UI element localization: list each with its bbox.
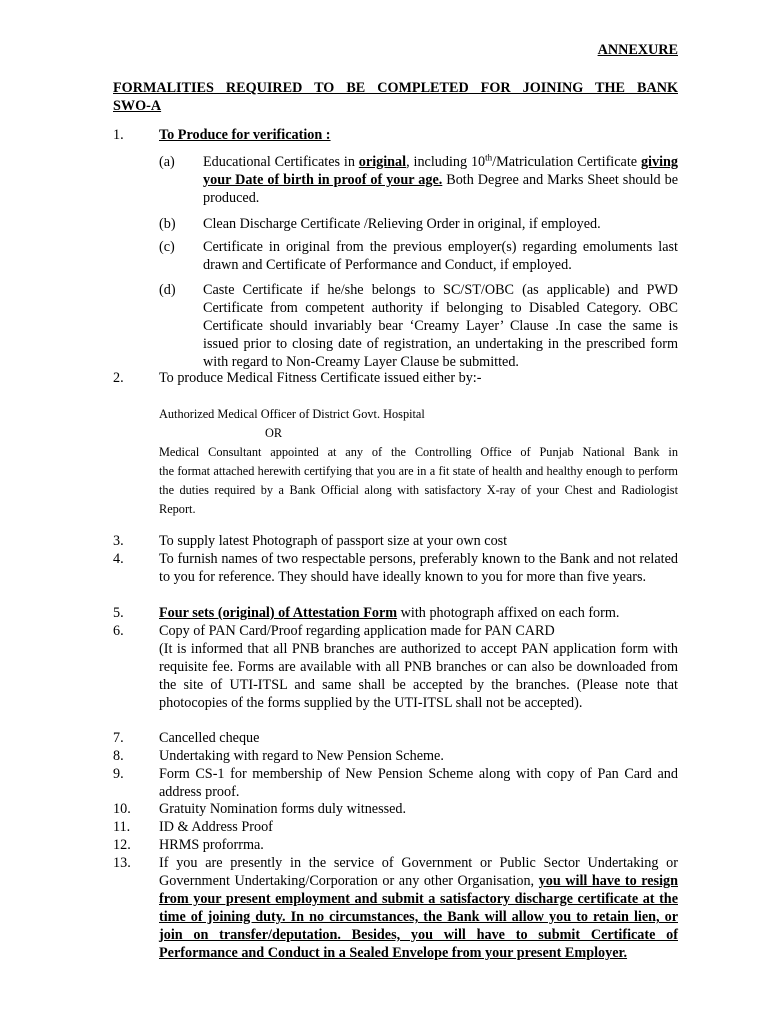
or-separator: OR xyxy=(265,426,283,440)
item-5-text: Four sets (original) of Attestation Form with photograph affixed on each form. xyxy=(159,605,620,621)
item-11-text: ID & Address Proof xyxy=(159,819,273,835)
item-6-note: (It is informed that all PNB branches are authorized to accept PAN application form with requisite fee. Forms are available with all PNB branches or can also be downloaded from the site of UTI-ITSL and same shall be accepted by the branches. (Please note that photocopies of the forms supplied by the UTI-ITSL shall not be accepted). xyxy=(159,641,678,711)
item-number-11: 11. xyxy=(113,819,131,835)
item-number-10: 10. xyxy=(113,801,131,817)
item-8-text: Undertaking with regard to New Pension Scheme. xyxy=(159,748,444,764)
subitem-c-text: Certificate in original from the previous employer(s) regarding emoluments last drawn and Certificate of Performance and Conduct, if employed. xyxy=(203,239,678,273)
item-1-heading: To Produce for verification : xyxy=(159,127,331,143)
subitem-label-d: (d) xyxy=(159,282,176,298)
item-number-7: 7. xyxy=(113,730,124,746)
item-number-1: 1. xyxy=(113,127,124,143)
item-number-9: 9. xyxy=(113,766,124,782)
subitem-label-b: (b) xyxy=(159,216,176,232)
subitem-label-a: (a) xyxy=(159,154,175,170)
authorized-officer-line: Authorized Medical Officer of District Govt. Hospital xyxy=(159,407,425,421)
item-number-5: 5. xyxy=(113,605,124,621)
medical-consultant-line: Medical Consultant appointed at any of the Controlling Office of Punjab National Bank in xyxy=(159,445,678,459)
item-2-text: To produce Medical Fitness Certificate issued either by:- xyxy=(159,370,482,386)
subitem-a-text: Educational Certificates in original, including 10th/Matriculation Certificate giving your Date of birth in proof of your age. Both Degree and Marks Sheet should be produced. xyxy=(203,152,679,206)
item-number-8: 8. xyxy=(113,748,124,764)
item-12-text: HRMS proforrma. xyxy=(159,837,264,853)
item-7-text: Cancelled cheque xyxy=(159,730,260,746)
subitem-label-c: (c) xyxy=(159,239,175,255)
date-of-birth-emphasis: giving your Date of birth in proof of your age. xyxy=(203,154,679,188)
original-emphasis: original xyxy=(358,154,407,170)
page-subtitle: SWO-A xyxy=(113,98,162,114)
item-number-6: 6. xyxy=(113,623,124,639)
item-6-text: Copy of PAN Card/Proof regarding application made for PAN CARD xyxy=(159,623,555,639)
item-13-text: If you are presently in the service of Government or Public Sector Undertaking or Government Undertaking/Corporation or any other Organisation, you will have to resign from your present employment and submit a satisfactory discharge certificate at the time of joining duty. In no circumstances, the Bank will allow you to retain lien, or join on transfer/deputation. Besides, you will have to submit Certificate of Performance and Conduct in a Sealed Envelope from your present Employer. xyxy=(159,855,678,961)
item-9-text: Form CS-1 for membership of New Pension Scheme along with copy of Pan Card and address proof. xyxy=(159,766,678,800)
medical-consultant-details: the format attached herewith certifying that you are in a fit state of health and healthy enough to perform the duties required by a Bank Official along with satisfactory X-ray of your Chest and Radiologist Report. xyxy=(159,464,678,516)
item-number-4: 4. xyxy=(113,551,124,567)
annexure-heading: ANNEXURE xyxy=(597,42,678,58)
item-number-13: 13. xyxy=(113,855,131,871)
subitem-d-text: Caste Certificate if he/she belongs to SC/ST/OBC (as applicable) and PWD Certificate from competent authority if belonging to Disabled Category. OBC Certificate should invariably bear ‘Creamy Layer’ Clause .In case the same is issued prior to closing date of registration, an undertaking in the prescribed form with regard to Non-Creamy Layer Clause be submitted. xyxy=(203,282,678,370)
page-title: FORMALITIES REQUIRED TO BE COMPLETED FOR JOINING THE BANK xyxy=(113,80,678,96)
subitem-b-text: Clean Discharge Certificate /Relieving Order in original, if employed. xyxy=(203,216,601,232)
attestation-form-emphasis: Four sets (original) of Attestation Form xyxy=(159,605,398,621)
item-number-3: 3. xyxy=(113,533,124,549)
item-4-text: To furnish names of two respectable persons, preferably known to the Bank and not related to you for reference. They should have ideally known to you for more than five years. xyxy=(159,551,678,585)
item-10-text: Gratuity Nomination forms duly witnessed. xyxy=(159,801,407,817)
item-number-2: 2. xyxy=(113,370,124,386)
resignation-requirement-emphasis: you will have to resign from your present employment and submit a satisfactory discharge certificate at the time of joining duty. In no circumstances, the Bank will allow you to retain lien, or join on transfer/deputation. Besides, you will have to submit Certificate of Performance and Conduct in a Sealed Envelope from your present Employer. xyxy=(159,873,678,961)
item-3-text: To supply latest Photograph of passport size at your own cost xyxy=(159,533,508,549)
item-number-12: 12. xyxy=(113,837,131,853)
